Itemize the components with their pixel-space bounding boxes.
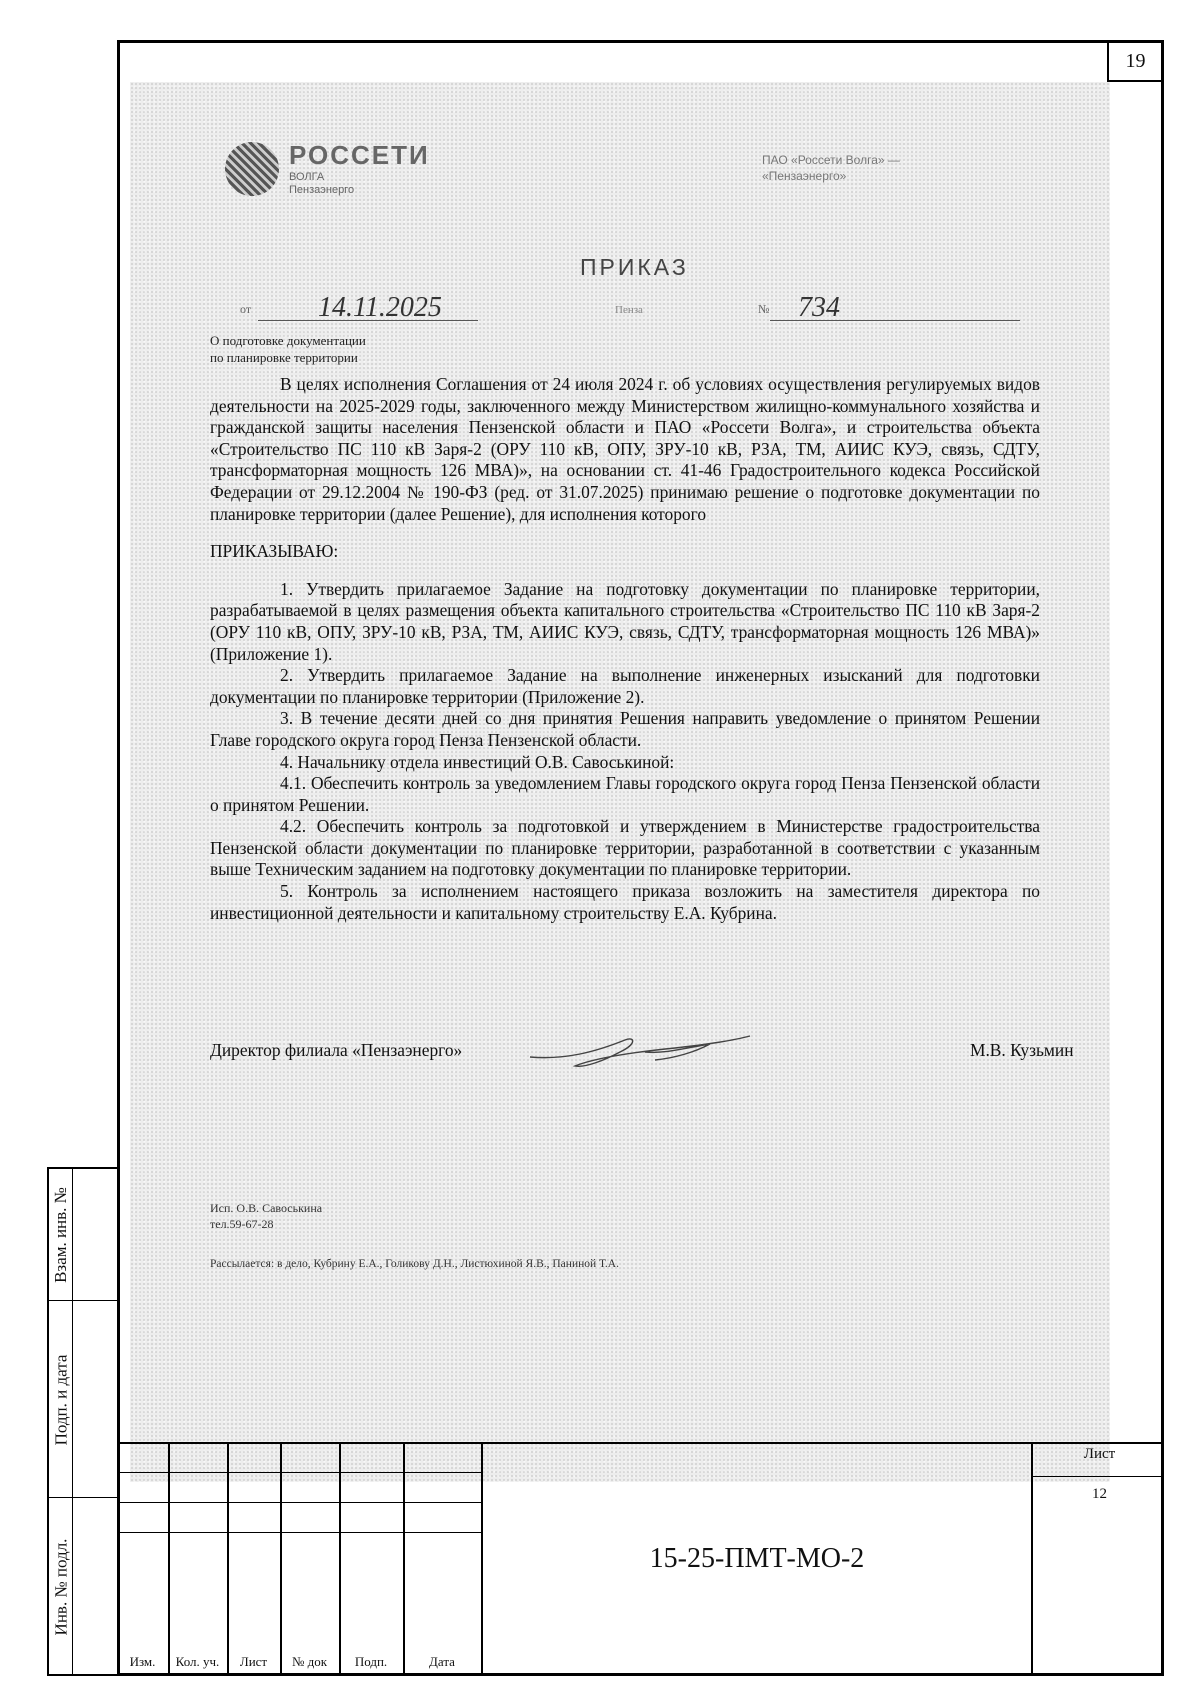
page-number: 19: [1107, 40, 1164, 82]
logo-sub2: Пензаэнерго: [289, 184, 355, 196]
side-strip: [47, 1167, 117, 1676]
order-number: 734: [798, 292, 840, 323]
organization: [762, 152, 900, 184]
item-2: 2. Утвердить прилагаемое Задание на выполнение инженерных изысканий для подготовки документации по планировке территории (Приложение 2).: [210, 665, 1040, 707]
stamp-izm: Изм.: [129, 1654, 156, 1669]
sheet-label: Лист: [1083, 1446, 1116, 1462]
item-4-2: 4.2. Обеспечить контроль за подготовкой и утверждением в Министерстве градостроительства Пензенской области документации по планировке территории, разработанной в соответствии с указанным выше Техническим заданием на подготовку документации по планировке территории.: [210, 816, 1040, 880]
subject-line2: по планировке территории: [210, 350, 358, 365]
org-line1: ПАО «Россети Волга» —: [762, 153, 900, 167]
order-title: ПРИКАЗ: [580, 254, 689, 280]
stamp-list: Лист: [239, 1654, 268, 1669]
subject-line1: О подготовке документации: [210, 333, 366, 348]
distribution-list: Рассылается: в дело, Кубрину Е.А., Голикову Д.Н., Листюхиной Я.В., Паниной Т.А.: [210, 1258, 619, 1270]
org-line2: «Пензаэнерго»: [762, 169, 847, 183]
title-block: [117, 1442, 1164, 1676]
logo-name: РОССЕТИ: [289, 140, 430, 170]
logo-mark-icon: [225, 142, 279, 196]
intro-paragraph: В целях исполнения Соглашения от 24 июля 2024 г. об условиях осуществления регулируемых видов деятельности на 2025-2029 годы, заключенного между Министерством жилищно-коммунального хозяйства и гражданской защиты населения Пензенской области и ПАО «Россети Волга», и строительства объекта «Строительство ПС 110 кВ Заря-2 (ОРУ 110 кВ, ОПУ, ЗРУ-10 кВ, РЗА, ТМ, АИИС КУЭ, связь, СДТУ, трансформаторная мощность 126 МВА)», на основании ст. 41-46 Градостроительного кодекса Российской Федерации от 29.12.2004 № 190-ФЗ (ред. от 31.07.2025) принимаю решение о подготовке документации по планировке территории (далее Решение), для исполнения которого: [210, 374, 1040, 524]
stamp-podp: Подп.: [354, 1654, 388, 1669]
logo-text: [289, 140, 430, 197]
item-4: 4. Начальнику отдела инвестиций О.В. Савоськиной:: [280, 751, 675, 772]
stamp-kol: Кол. уч.: [175, 1654, 220, 1669]
handwritten-signature: [525, 1022, 755, 1082]
side-label-podp: Подп. и дата: [51, 1354, 71, 1445]
scanned-order: [130, 82, 1110, 1482]
order-subject: [210, 332, 366, 366]
from-label: от: [240, 302, 252, 316]
item-1: 1. Утвердить прилагаемое Задание на подготовку документации по планировке территории, разрабатываемой в целях размещения объекта капитального строительства «Строительство ПС 110 кВ Заря-2 (ОРУ 110 кВ, ОПУ, ЗРУ-10 кВ, РЗА, ТМ, АИИС КУЭ, связь, СДТУ, трансформаторная мощность 126 МВА)» (Приложение 1).: [210, 578, 1040, 664]
item-4-1: 4.1. Обеспечить контроль за уведомлением Главы городского округа город Пенза Пензенской области о принятом Решении.: [210, 773, 1040, 815]
item-5: 5. Контроль за исполнением настоящего приказа возложить на заместителя директора по инвестиционной деятельности и капитальному строительству Е.А. Кубрина.: [210, 881, 1040, 923]
order-body: [210, 374, 1040, 924]
prikazyvayu-heading: ПРИКАЗЫВАЮ:: [210, 541, 339, 562]
order-date: 14.11.2025: [318, 292, 442, 323]
company-logo: [225, 140, 430, 197]
signatory-position: Директор филиала «Пензаэнерго»: [210, 1040, 463, 1060]
executor-phone: тел.59-67-28: [210, 1217, 274, 1231]
stamp-data: Дата: [429, 1654, 455, 1669]
order-city: Пенза: [615, 304, 643, 316]
stamp-ndok: № док: [291, 1654, 328, 1669]
sheet-number: 12: [1092, 1486, 1107, 1502]
side-label-vzam: Взам. инв. №: [51, 1187, 70, 1283]
executor-name: Исп. О.В. Савоськина: [210, 1201, 323, 1215]
signatory-name: М.В. Кузьмин: [970, 1040, 1074, 1060]
side-label-inv: Инв. № подл.: [51, 1538, 70, 1636]
executor-info: [210, 1200, 322, 1232]
item-3: 3. В течение десяти дней со дня принятия Решения направить уведомление о принятом Решении Главе городского округа город Пенза Пензенской области.: [210, 708, 1040, 750]
logo-sub1: ВОЛГА: [289, 171, 325, 183]
number-label: №: [758, 302, 770, 316]
document-code: 15-25-ПМТ-МО-2: [649, 1543, 865, 1574]
